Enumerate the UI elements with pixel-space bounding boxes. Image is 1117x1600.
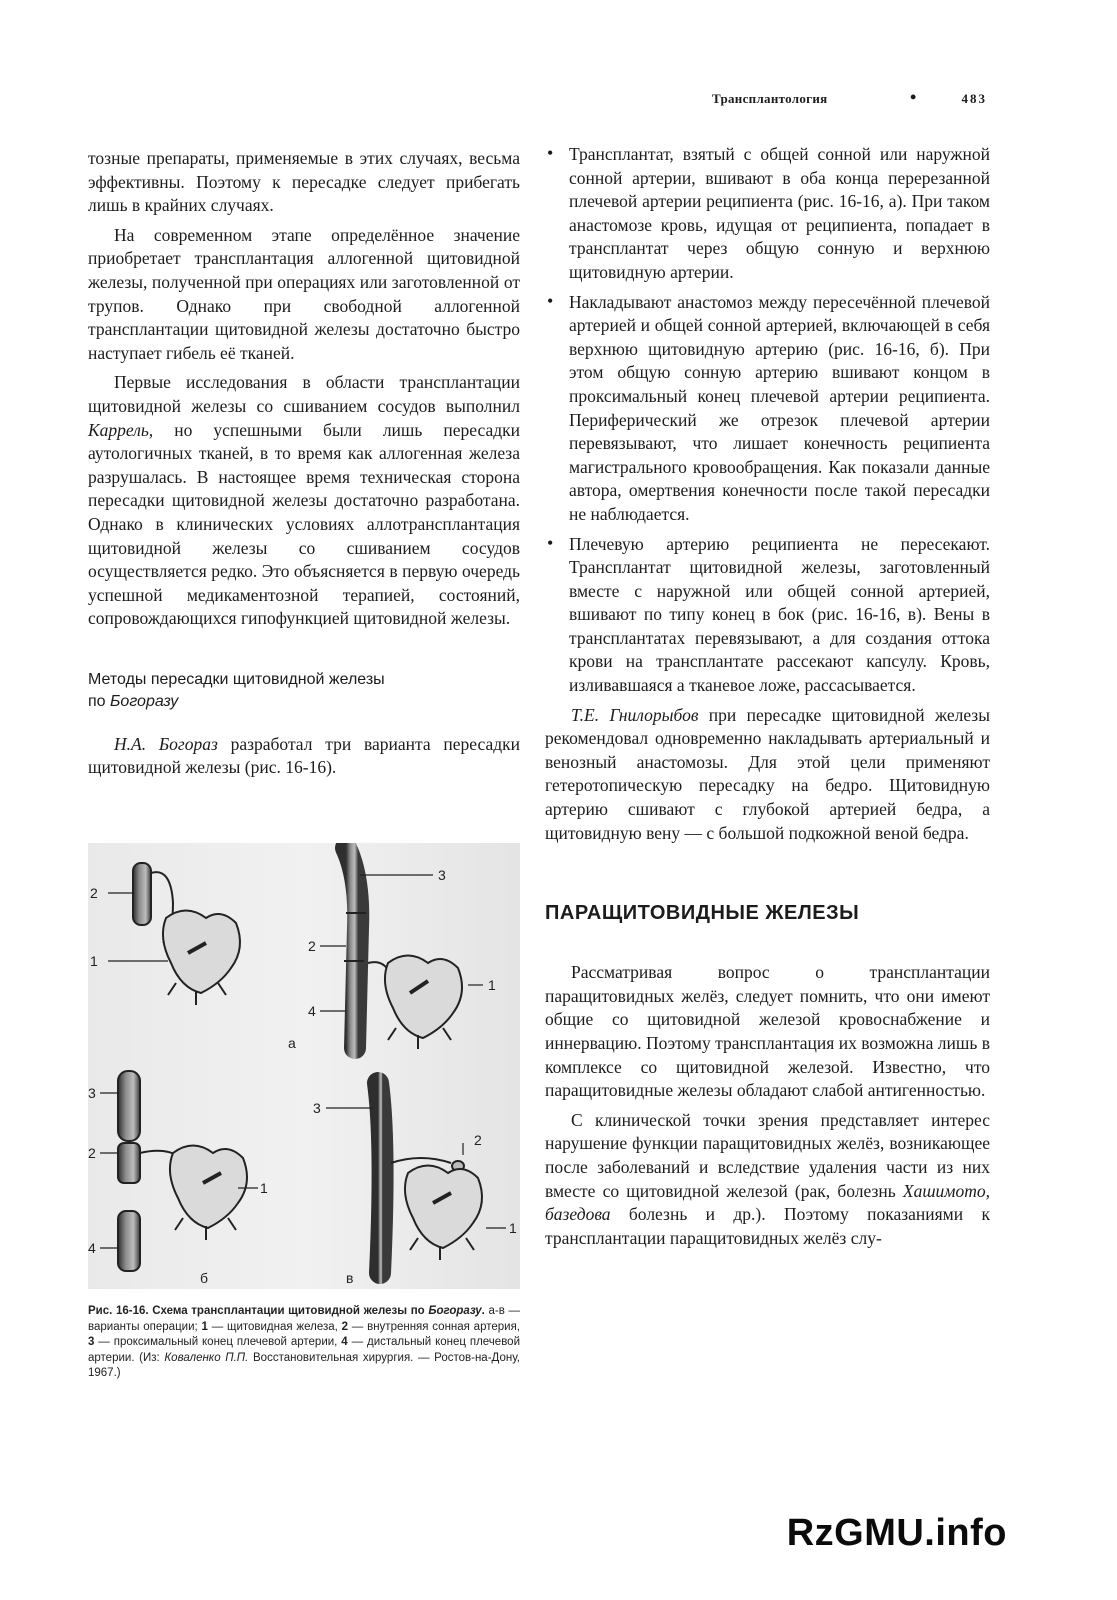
right-column <box>545 143 990 1256</box>
paragraph: Рассматривая вопрос о трансплантации паращитовидных желёз, следует помнить, что они имеют общие со щитовидной железой кровоснабжение и иннервацию. Поэтому трансплантация их возможна лишь в комплексе со щитовидной железой. Известно, что паращитовидные железы обладают слабой антигенностью. <box>545 962 990 1101</box>
panel-label-b: б <box>200 1270 209 1286</box>
paragraph: Первые исследования в области трансплантации щитовидной железы со сшиванием сосудов выполнил Каррель, но успешными были лишь пересадки аутологичных тканей, в то время как аллогенная железа разрушалась. В настоящее время техническая сторона пересадки щитовидной железы достаточно разработана. Однако в клинических условиях аллотрансплантация щитовидной железы со сшиванием сосудов осуществляется редко. Это объясняется в первую очередь успешной медикаментозной терапией, состояний, сопровождающихся гипофункцией щитовидной железы. <box>88 372 520 629</box>
left-column <box>88 147 520 786</box>
bullet-list <box>545 143 990 698</box>
list-item: • Накладывают анастомоз между пересечённой плечевой артерией и общей сонной артерией, включающей в себя верхнюю щитовидную артерию (рис. 16-16, б). При этом общую сонную артерию вшивают концом в проксимальный конец плечевой артерии реципиента. Периферический же отрезок плечевой артерии перевязывают, что лишает конечность реципиента магистрального кровообращения. Как показали данные автора, омертвения конечности после такой пересадки не наблюдается. <box>547 290 990 524</box>
watermark: RzGMU.info <box>786 1512 1007 1554</box>
subheading: Методы пересадки щитовидной железы по Богоразу <box>88 670 385 710</box>
callout-c-2: 2 <box>474 1132 482 1148</box>
callout-a-1b: 1 <box>488 977 496 993</box>
page-number: 483 <box>961 91 987 106</box>
paragraph: Н.А. Богораз разработал три варианта пересадки щитовидной железы (рис. 16-16). <box>88 733 520 778</box>
figure-illustration <box>88 843 520 1289</box>
callout-b-1: 1 <box>260 1180 268 1196</box>
paragraph: Т.Е. Гнилорыбов при пересадке щитовидной железы рекомендовал одновременно накладывать артериальный и венозный анастомозы. Для этой цели применяют гетеротопическую пересадку на бедро. Щитовидную артерию сшивают с глубокой артерией бедра, а щитовидную вену — с большой подкожной веной бедра. <box>545 704 990 843</box>
callout-b-4: 4 <box>88 1240 96 1256</box>
section-title: ПАРАЩИТОВИДНЫЕ ЖЕЛЕЗЫ <box>545 902 860 925</box>
running-header-title: Трансплантология <box>712 91 828 106</box>
callout-a-4: 4 <box>308 1003 316 1019</box>
callout-a-3: 3 <box>438 867 446 883</box>
running-header-separator: • <box>910 87 917 107</box>
callout-c-1: 1 <box>509 1220 517 1236</box>
figure-caption: Рис. 16-16. Схема трансплантации щитовидной железы по Богоразу. а-в — варианты операции; 1 — щитовидная железа, 2 — внутренняя сонная артерия, 3 — проксимальный конец плечевой артерии, 4 — дистальный конец плечевой артерии. (Из: Коваленко П.П. Восстановительная хирургия. — Ростов-на-Дону, 1967.) <box>88 1305 520 1379</box>
author-name: Н.А. Богораз <box>114 733 218 754</box>
author-name: Т.Е. Гнилорыбов <box>571 704 699 725</box>
paragraph: С клинической точки зрения представляет интерес нарушение функции паращитовидных желёз, возникающее после заболеваний и вследствие удаления части из них вместе со щитовидной железой (рак, болезнь Хашимото, базедова болезнь и др.). Поэтому показаниями к трансплантации паращитовидных желёз слу- <box>545 1109 990 1248</box>
paragraph: тозные препараты, применяемые в этих случаях, весьма эффективны. Поэтому к пересадке следует прибегать лишь в крайних случаях. <box>88 148 520 216</box>
figure-16-16 <box>88 843 520 1289</box>
list-item: • Трансплантат, взятый с общей сонной или наружной сонной артерии, вшивают в оба конца перерезанной плечевой артерии реципиента (рис. 16-16, а). При таком анастомозе кровь, идущая от реципиента, попадает в трансплантат через общую сонную и верхнюю щитовидную артерии. <box>547 143 990 282</box>
callout-a-2: 2 <box>90 885 98 901</box>
author-name: Каррель, <box>88 419 154 440</box>
list-item: • Плечевую артерию реципиента не пересекают. Трансплантат щитовидной железы, заготовленный вместе с наружной или общей сонной артерией, вшивают по типу конец в бок (рис. 16-16, в). Вены в трансплантатах перевязывают, а для создания оттока крови на трансплантате рассекают капсулу. Кровь, изливавшаяся а тканевое ложе, рассасывается. <box>547 532 990 696</box>
callout-b-2: 2 <box>88 1145 96 1161</box>
panel-label-a: а <box>288 1035 296 1051</box>
callout-c-3: 3 <box>313 1100 321 1116</box>
panel-label-c: в <box>346 1270 354 1286</box>
callout-a-1: 1 <box>90 953 98 969</box>
running-header <box>712 87 987 113</box>
callout-b-3: 3 <box>88 1085 96 1101</box>
paragraph: На современном этапе определённое значение приобретает трансплантация аллогенной щитовидной железы, полученной при операциях или заготовленной от трупов. Однако при свободной аллогенной трансплантации щитовидной железы достаточно быстро наступает гибель её тканей. <box>88 224 520 363</box>
callout-a-2b: 2 <box>308 938 316 954</box>
